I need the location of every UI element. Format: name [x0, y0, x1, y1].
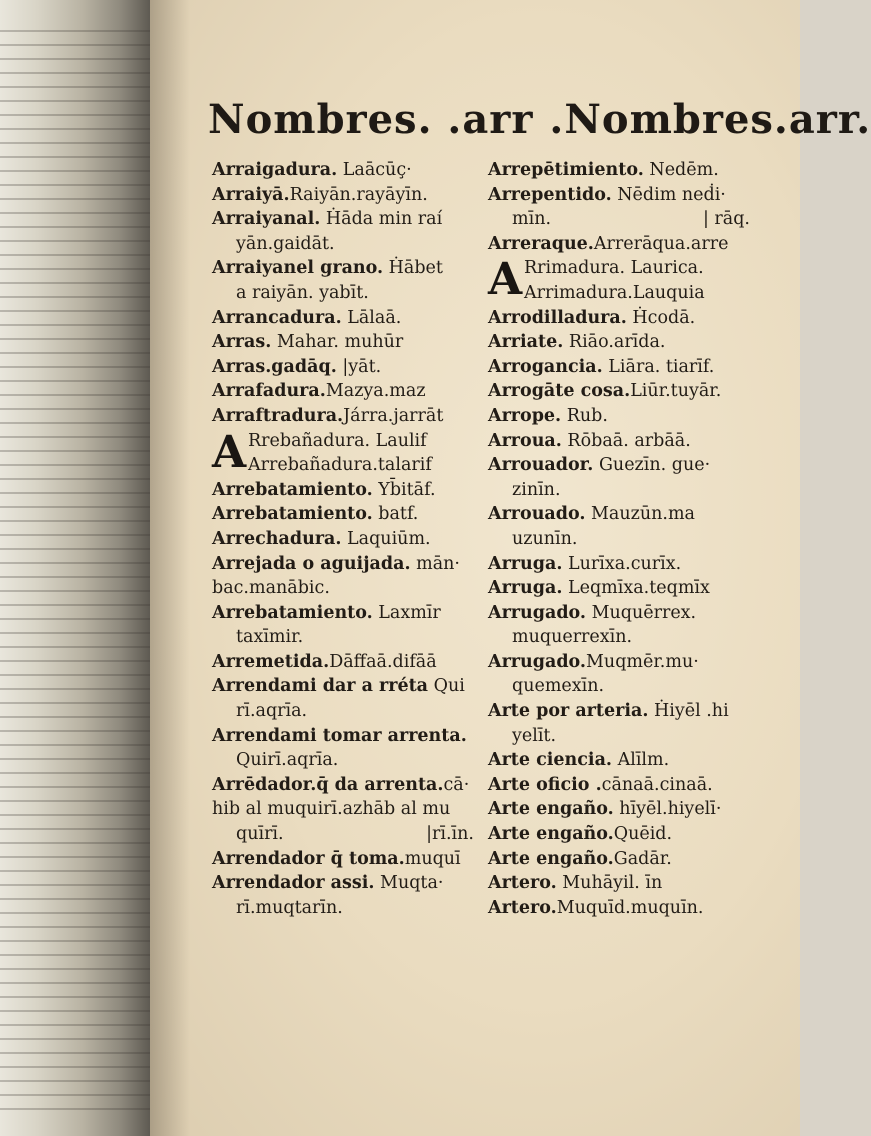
- entry-headword: Arrogancia.: [488, 356, 603, 377]
- dictionary-entry: [488, 306, 756, 331]
- dictionary-entry: [212, 404, 480, 429]
- entry-headword: Arrugado.: [488, 602, 587, 623]
- dictionary-entry: [212, 847, 480, 872]
- dictionary-entry: [488, 158, 756, 183]
- entry-headword: Arrouador.: [488, 455, 594, 476]
- dictionary-entry: [212, 502, 480, 527]
- dictionary-entry: [212, 281, 480, 306]
- dictionary-entry: [488, 183, 756, 208]
- dictionary-entry: [488, 404, 756, 429]
- entry-definition: Liāra. tiarīf.: [602, 356, 715, 377]
- entry-continuation: rī.aqrīa.: [236, 701, 308, 722]
- entry-definition: Muqta·: [374, 873, 444, 894]
- entry-headword: Arrebatamiento.: [212, 479, 373, 500]
- entry-continuation: a raiyān. yabīt.: [236, 282, 369, 303]
- entry-definition: Alīlm.: [612, 750, 670, 771]
- entry-headword: Arrogāte cosa.: [488, 381, 631, 402]
- dictionary-entry: [488, 207, 756, 232]
- entry-definition: Mazya.maz: [325, 381, 426, 402]
- dictionary-entry: [212, 601, 480, 626]
- dictionary-entry: [488, 379, 756, 404]
- dictionary-entry: [488, 847, 756, 872]
- entry-definition: Muqmēr.mu·: [586, 651, 699, 672]
- entry-continuation: uzunīn.: [512, 528, 578, 549]
- entry-definition: Lālaā.: [341, 307, 402, 328]
- entry-definition: Ḣiyēl .hi: [648, 701, 729, 722]
- dictionary-entry: [212, 306, 480, 331]
- entry-definition: Muquīd.muquīn.: [556, 897, 704, 918]
- entry-line: Arrebañadura.talarif: [248, 455, 432, 476]
- drop-cap-initial: A: [212, 426, 247, 478]
- entry-definition: hīyēl.hiyelī·: [613, 799, 722, 820]
- entry-headword: Arras.: [212, 332, 272, 353]
- dictionary-entry: [212, 232, 480, 257]
- entry-continuation: zinīn.: [512, 479, 561, 500]
- dictionary-entry: [488, 748, 756, 773]
- dictionary-entry: [212, 379, 480, 404]
- dictionary-entry: [488, 552, 756, 577]
- entry-definition: cānaā.cinaā.: [601, 774, 713, 795]
- dictionary-entry: [488, 355, 756, 380]
- entry-headword: Arrendami tomar arrenta.: [212, 725, 467, 746]
- entry-continuation: hib al muquirī.azhāb al mu: [212, 799, 451, 820]
- dictionary-entry: [212, 773, 480, 798]
- initial-entry: [488, 256, 756, 305]
- entry-headword: Arroua.: [488, 430, 562, 451]
- entry-headword: Arte ciencia.: [488, 750, 613, 771]
- entry-headword: Arrendami dar a rréta: [212, 676, 429, 697]
- dictionary-entry: [212, 699, 480, 724]
- entry-headword: Arrodilladura.: [488, 307, 627, 328]
- entry-headword: Arras.gadāq.: [212, 356, 337, 377]
- right-column: [488, 158, 756, 920]
- entry-headword: Arraiyanal.: [212, 209, 321, 230]
- dictionary-entry: [212, 871, 480, 896]
- page-fold-shadow: [150, 0, 190, 1136]
- dictionary-entry: [212, 355, 480, 380]
- dictionary-entry: [488, 797, 756, 822]
- entry-definition: Laācūç·: [337, 160, 412, 180]
- dictionary-entry: [212, 527, 480, 552]
- entry-headword: Arrepētimiento.: [488, 160, 644, 180]
- header-left: Nombres. .arr: [208, 96, 534, 143]
- entry-headword: Arrechadura.: [212, 528, 342, 549]
- entry-definition: Gadār.: [613, 848, 672, 869]
- dictionary-entry: [488, 822, 756, 847]
- entry-definition: Ḣāda min raí: [320, 209, 443, 230]
- dictionary-entry: [488, 576, 756, 601]
- entry-headword: Arraiyā.: [212, 184, 290, 205]
- entry-headword: Arruga.: [488, 578, 563, 599]
- dictionary-entry: [488, 871, 756, 896]
- entry-definition: batf.: [372, 504, 419, 525]
- dictionary-entry: [488, 232, 756, 257]
- dictionary-entry: [212, 822, 480, 847]
- dictionary-entry: [212, 256, 480, 281]
- entry-definition: Muquērrex.: [586, 602, 697, 623]
- dictionary-entry: [488, 601, 756, 626]
- entry-headword: Arrēdador.q̄ da arrenta.: [212, 774, 444, 795]
- entry-continuation: rī.muqtarīn.: [236, 897, 343, 918]
- entry-definition: Mahar. muhūr: [271, 332, 404, 353]
- entry-definition: Muhāyil. īn: [556, 873, 663, 894]
- entry-headword: Arte engaño.: [488, 848, 614, 869]
- dictionary-entry: [212, 207, 480, 232]
- initial-entry: [212, 426, 480, 478]
- entry-definition: Laxmīr: [372, 602, 441, 623]
- entry-continuation: bac.manābic.: [212, 578, 330, 599]
- dictionary-entry: [488, 478, 756, 503]
- entry-headword: Arraigadura.: [212, 160, 338, 180]
- entry-definition: Yb̄itāf.: [372, 479, 436, 500]
- dictionary-entry: [212, 625, 480, 650]
- entry-definition: Guezīn. gue·: [593, 455, 711, 476]
- entry-definition: Lurīxa.curīx.: [562, 553, 682, 574]
- entry-definition: Rōbaā. arbāā.: [561, 430, 691, 451]
- entry-definition: Dāffaā.difāā: [329, 651, 437, 672]
- dictionary-entry: [488, 896, 756, 921]
- entry-definition: Raiyān.rayāyīn.: [289, 184, 428, 205]
- entry-headword: Arreraque.: [488, 233, 594, 254]
- entry-definition: muquī: [404, 848, 461, 869]
- entry-continuation: quemexīn.: [512, 676, 605, 697]
- entry-line: Rrimadura. Laurica.: [524, 258, 704, 279]
- dictionary-entry: [212, 797, 480, 822]
- entry-headword: Arrope.: [488, 405, 562, 426]
- dictionary-entry: [488, 453, 756, 478]
- entry-definition: Riāo.arīda.: [563, 332, 666, 353]
- entry-definition: Járra.jarrāt: [343, 405, 444, 426]
- dictionary-entry: [212, 183, 480, 208]
- entry-definition: Arrerāqua.arre: [593, 233, 729, 254]
- dictionary-entry: [212, 330, 480, 355]
- entry-continuation: mīn.: [512, 209, 552, 230]
- entry-headword: Arte oficio .: [488, 774, 602, 795]
- dictionary-entry: [488, 699, 756, 724]
- entry-definition: Nēdim neḋi·: [611, 184, 726, 205]
- entry-continuation: muquerrexīn.: [512, 627, 633, 648]
- entry-continuation: yān.gaidāt.: [236, 233, 335, 254]
- entry-definition: Ḣābet: [383, 258, 443, 279]
- entry-headword: Arrebatamiento.: [212, 504, 373, 525]
- dictionary-entry: [212, 478, 480, 503]
- dictionary-entry: [488, 527, 756, 552]
- dictionary-entry: [212, 674, 480, 699]
- entry-definition: Mauzūn.ma: [585, 504, 695, 525]
- dictionary-entry: [212, 576, 480, 601]
- dictionary-entry: [488, 429, 756, 454]
- entry-headword: Arrendador assi.: [212, 873, 375, 894]
- entry-definition: Qui: [428, 676, 465, 697]
- entry-continuation: Quirī.aqrīa.: [236, 750, 339, 771]
- entry-headword: Arremetida.: [212, 651, 330, 672]
- entry-definition: Laquiūm.: [341, 528, 431, 549]
- entry-line: Arrimadura.Lauquia: [524, 282, 705, 303]
- entry-headword: Arraftradura.: [212, 405, 344, 426]
- entry-headword: Arriate.: [488, 332, 564, 353]
- entry-headword: Arrugado.: [488, 651, 587, 672]
- dictionary-entry: [212, 724, 480, 749]
- binding-page-edges: [0, 30, 150, 1110]
- entry-headword: Arrejada o aguijada.: [212, 553, 411, 574]
- entry-headword: Artero.: [488, 873, 557, 894]
- entry-headword: Arrebatamiento.: [212, 602, 373, 623]
- dictionary-entry: [488, 724, 756, 749]
- dictionary-entry: [212, 896, 480, 921]
- header-right: .Nombres.arr.: [549, 96, 871, 143]
- entry-tail: |yāt.: [336, 356, 382, 377]
- dictionary-entry: [488, 330, 756, 355]
- entry-headword: Arrepentido.: [488, 184, 612, 205]
- entry-headword: Arrouado.: [488, 504, 586, 525]
- entry-headword: Arruga.: [488, 553, 563, 574]
- dictionary-entry: [488, 625, 756, 650]
- entry-continuation: quīrī.: [236, 824, 284, 845]
- dictionary-entry: [212, 552, 480, 577]
- entry-definition: Leqmīxa.teqmīx: [562, 578, 710, 599]
- entry-headword: Arte engaño.: [488, 824, 614, 845]
- entry-definition: Liūr.tuyār.: [630, 381, 722, 402]
- entry-definition: Ḣcodā.: [626, 307, 696, 328]
- entry-tail: |rī.īn.: [426, 824, 474, 845]
- entry-definition: mān·: [410, 553, 460, 574]
- entry-headword: Arte por arteria.: [488, 701, 649, 722]
- entry-headword: Artero.: [488, 897, 557, 918]
- entry-definition: Nedēm.: [643, 160, 719, 180]
- dictionary-entry: [212, 748, 480, 773]
- entry-continuation: taxīmir.: [236, 627, 304, 648]
- dictionary-entry: [488, 650, 756, 675]
- entry-headword: Arrafadura.: [212, 381, 326, 402]
- dictionary-entry: [488, 773, 756, 798]
- dictionary-entry: [488, 674, 756, 699]
- left-column: [212, 158, 480, 920]
- drop-cap-initial: A: [488, 254, 523, 306]
- entry-line: Rrebañadura. Laulif: [248, 430, 427, 451]
- entry-definition: cā·: [443, 774, 470, 795]
- dictionary-entry: [212, 158, 480, 183]
- entry-headword: Arrendador q̄ toma.: [212, 848, 405, 869]
- entry-tail: | rāq.: [702, 209, 750, 230]
- running-header: [208, 96, 871, 146]
- dictionary-entry: [212, 650, 480, 675]
- entry-headword: Arraiyanel grano.: [212, 258, 384, 279]
- entry-continuation: yelīt.: [512, 725, 557, 746]
- entry-headword: Arte engaño.: [488, 799, 614, 820]
- entry-headword: Arrancadura.: [212, 307, 342, 328]
- entry-definition: Rub.: [561, 405, 608, 426]
- dictionary-entry: [488, 502, 756, 527]
- entry-definition: Quēid.: [613, 824, 673, 845]
